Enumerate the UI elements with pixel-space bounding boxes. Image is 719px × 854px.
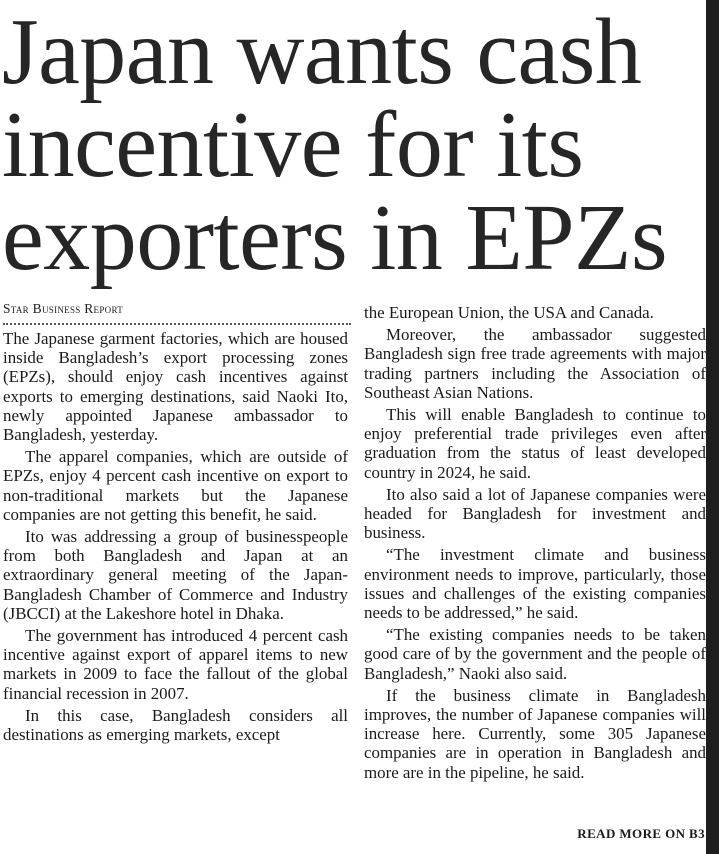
article-column-right <box>364 303 706 785</box>
paragraph: In this case, Bangladesh considers all destinations as emerging markets, except <box>3 705 348 745</box>
paragraph: Ito was addressing a group of businesspeople from both Bangladesh and Japan at an extraordinary general meeting of the Japan-Bangladesh Chamber of Commerce and Industry (JBCCI) at the Lakeshore hotel in Dhaka. <box>3 527 348 623</box>
headline-line: exporters in EPZs <box>2 186 668 290</box>
paragraph: “The investment climate and business environment needs to improve, particularly, those issues and challenges of the existing companies needs to be addressed,” he said. <box>364 545 706 623</box>
paragraph: “The existing companies needs to be taken good care of by the government and the people of Bangladesh,” Naoki also said. <box>364 625 706 683</box>
paragraph: Moreover, the ambassador suggested Bangladesh sign free trade agreements with major trading partners including the Association of Southeast Asian Nations. <box>364 325 706 402</box>
paragraph: the European Union, the USA and Canada. <box>364 303 654 322</box>
paragraph: Ito also said a lot of Japanese companies were headed for Bangladesh for investment and business. <box>364 484 706 543</box>
paragraph: This will enable Bangladesh to continue to enjoy preferential trade privileges even after graduation from the status of least developed country in 2024, he said. <box>364 405 706 482</box>
headline-line: incentive for its <box>2 93 584 197</box>
page-edge-shadow <box>706 0 719 854</box>
byline: Star Business Report <box>3 301 351 325</box>
paragraph: The Japanese garment factories, which are housed inside Bangladesh’s export processing zones (EPZs), should enjoy cash incentives against exports to emerging destinations, said Naoki Ito, newly appointed Japanese ambassador to Bangladesh, yesterday. <box>3 329 348 445</box>
headline-line: Japan wants cash <box>2 0 642 104</box>
headline <box>2 0 702 290</box>
paragraph: The apparel companies, which are outside of EPZs, enjoy 4 percent cash incentive on export to non-traditional markets but the Japanese companies are not getting this benefit, he said. <box>3 447 348 524</box>
paragraph: If the business climate in Bangladesh improves, the number of Japanese companies will increase here. Currently, some 305 Japanese companies are in operation in Bangladesh and more are in the pipeline, he said. <box>364 685 706 782</box>
article-column-left <box>3 329 348 747</box>
read-more-link[interactable]: READ MORE ON B3 <box>577 826 705 841</box>
paragraph: The government has introduced 4 percent cash incentive against export of apparel items to new markets in 2009 to face the fallout of the global financial recession in 2007. <box>3 626 348 703</box>
